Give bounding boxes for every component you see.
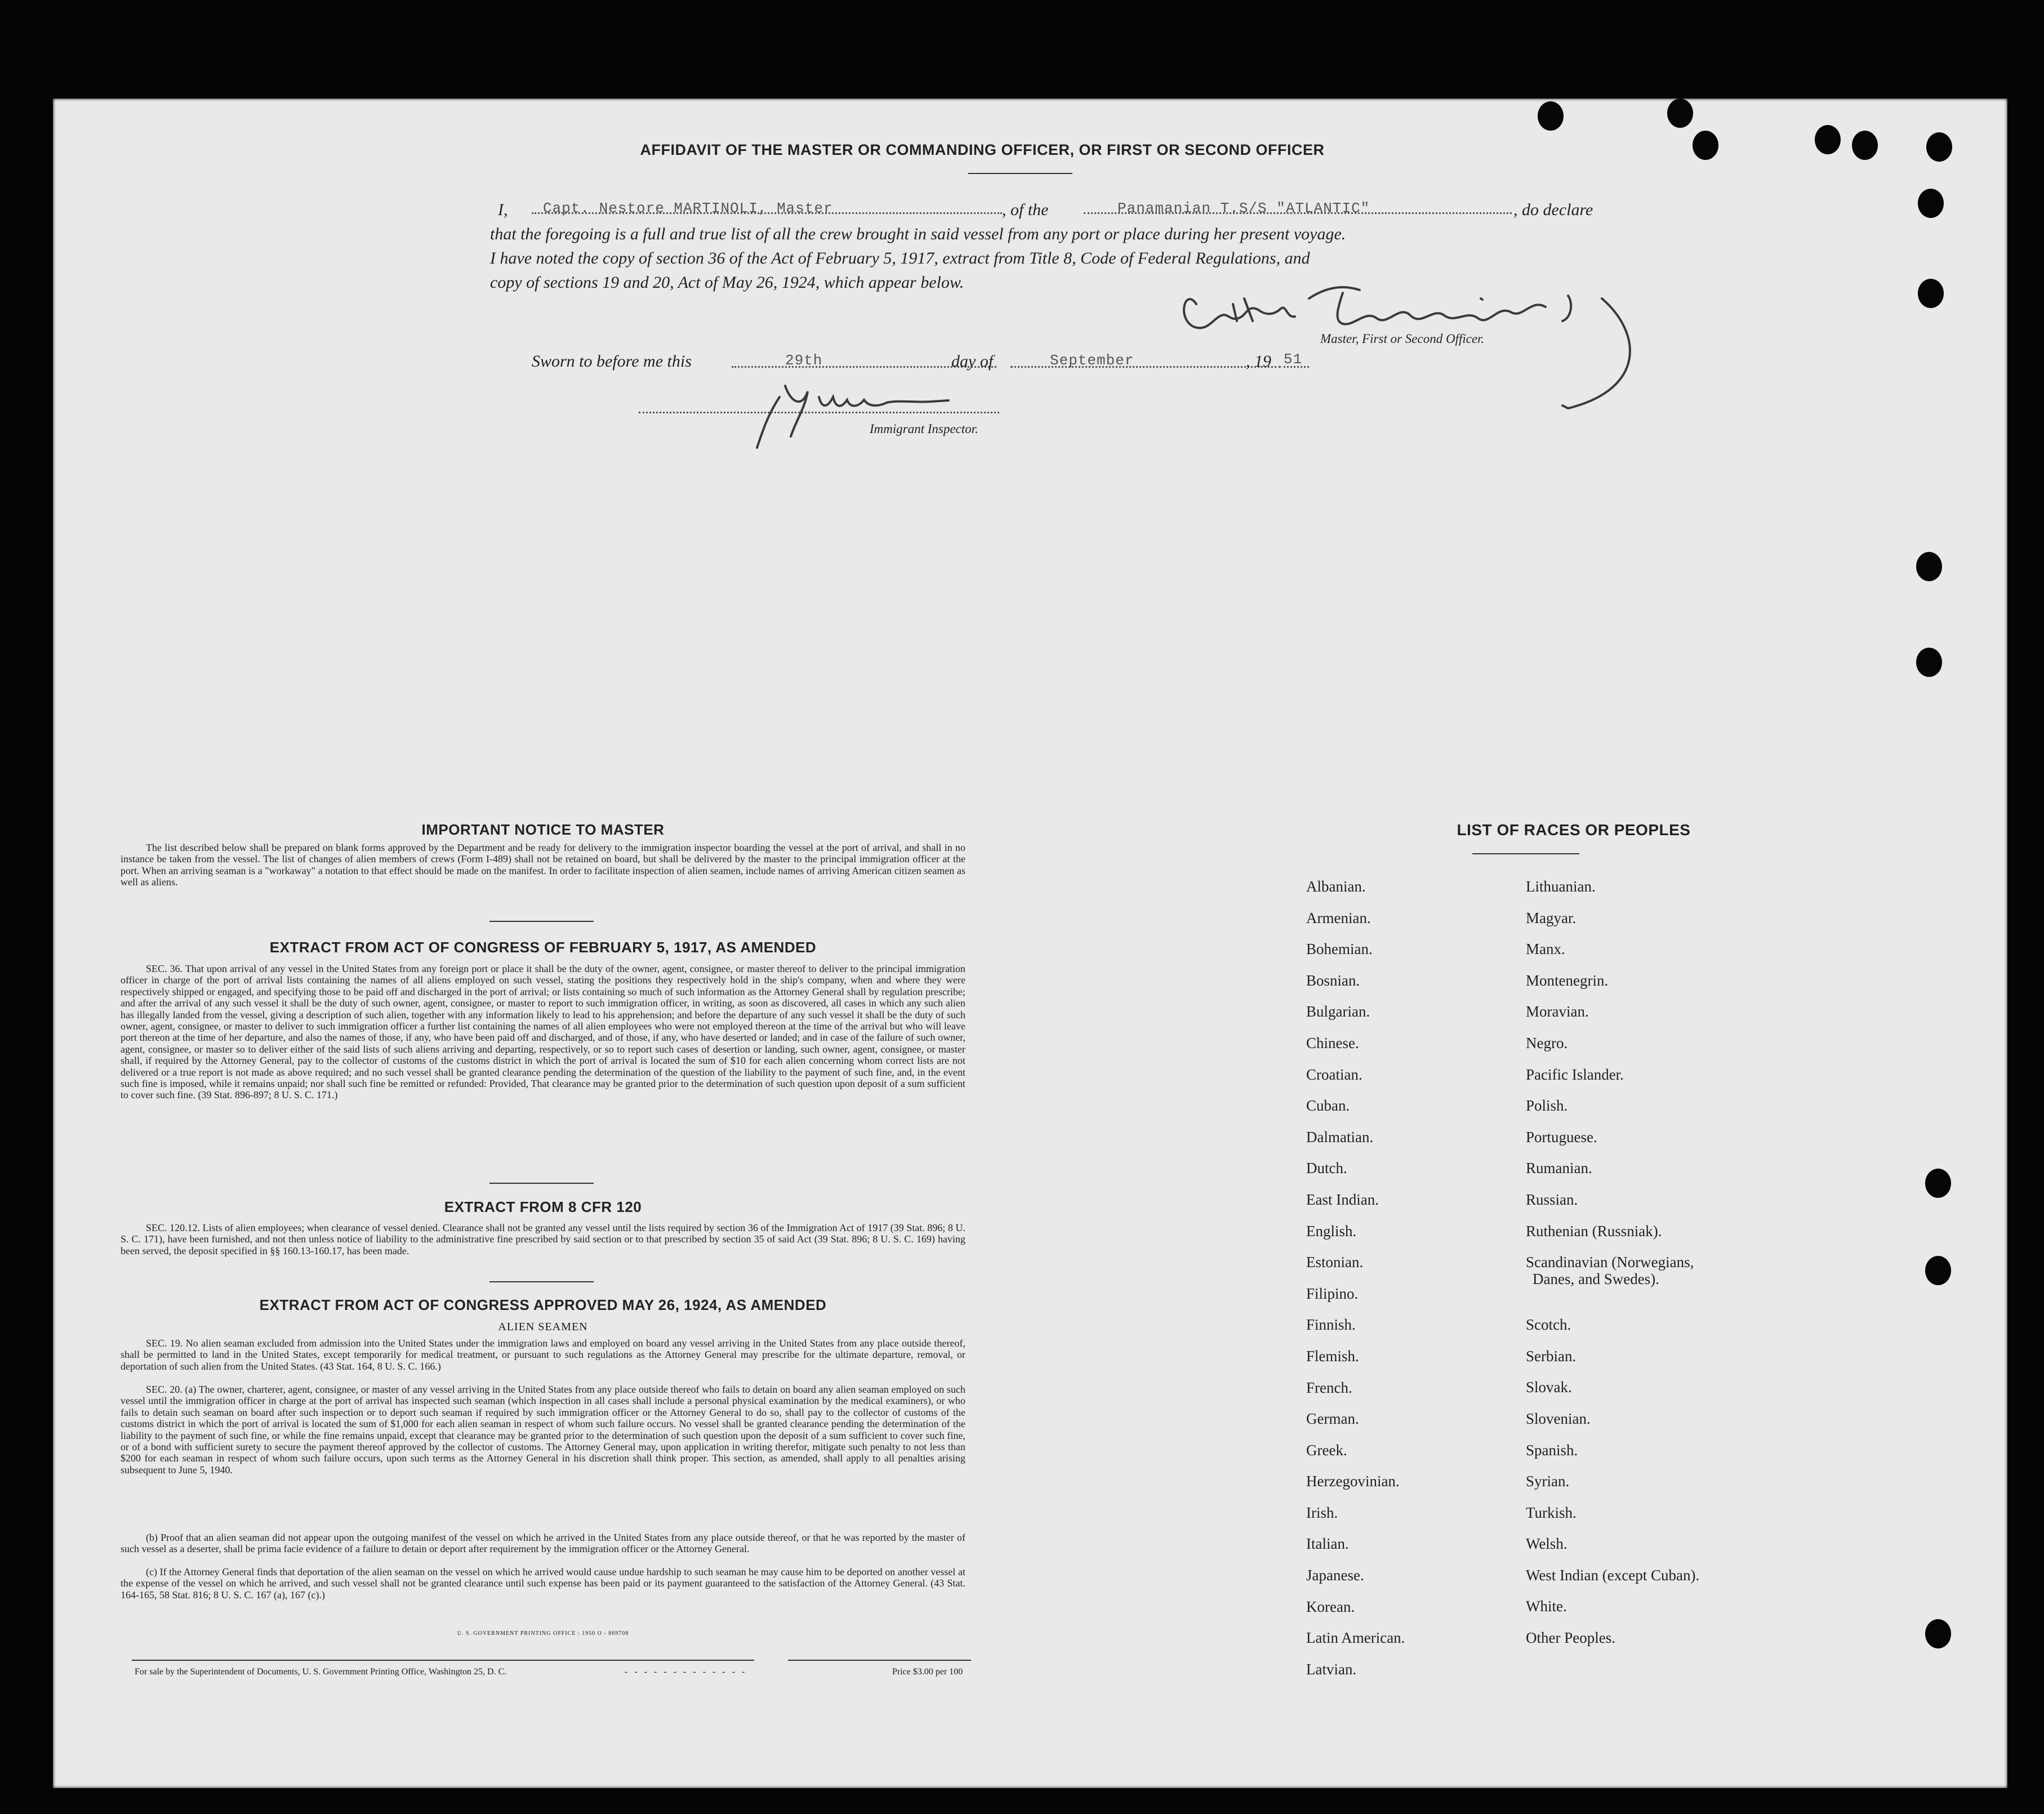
footer-rule	[788, 1660, 971, 1661]
inspector-signature	[729, 375, 1067, 453]
race-item: White.	[1526, 1598, 1567, 1615]
divider	[1472, 853, 1579, 854]
race-item: Chinese.	[1306, 1034, 1359, 1051]
races-left-column	[1306, 871, 1509, 1685]
punch-hole	[1667, 99, 1693, 128]
race-item: Negro.	[1526, 1034, 1568, 1051]
race-item: Bosnian.	[1306, 971, 1360, 989]
do-declare-text: , do declare	[1513, 200, 1593, 219]
race-item: Filipino.	[1306, 1285, 1359, 1302]
punch-hole	[1925, 1169, 1951, 1198]
race-item: Dalmatian.	[1306, 1128, 1374, 1146]
affidavit-i: I,	[498, 200, 508, 219]
race-item: Latin American.	[1306, 1629, 1405, 1647]
race-item: Magyar.	[1526, 909, 1577, 926]
punch-hole	[1916, 552, 1942, 581]
race-item: Rumanian.	[1526, 1160, 1592, 1177]
punch-hole	[1926, 132, 1952, 162]
extract-1917-body: SEC. 36. That upon arrival of any vessel in the United States from any foreign port or place it shall be the duty of the owner, agent, consignee, or master thereof to deliver to the principal immigration officer in charge of the port of arrival lists containing the names of all aliens employed on such vessel, stating the positions they respectively hold in the ship's company, when and where they were respectively shipped or engaged, and specifying those to be paid off and discharged in the port of arrival; or lists containing so much of such information as the Attorney General shall by regulation prescribe; and after the arrival of any such vessel it shall be the duty of such owner, agent, consignee, or master to report to such immigration officer, in writing, as soon as discovered, all cases in which any such alien has illegally landed from the vessel, giving a description of such alien, together with any information likely to lead to his apprehension; and before the departure of any such vessel it shall be the duty of such owner, agent, consignee, or master to deliver to such immigration officer a further list containing the names of all alien employees who were not employed thereon at the time of the arrival but who will leave port thereon at the time of her departure, and also the names of those, if any, who have been paid off and discharged, and of those, if any, who have deserted or landed; and in case of the failure of such owner, agent, consignee, or master so to deliver either of the said lists of such aliens arriving and departing, respectively, or so to report such cases of desertion or landing, such owner, agent, consignee, or master shall, if required by the Attorney General, pay to the collector of customs of the customs district in which the port of arrival is located the sum of $10 for each alien concerning whom correct lists are not delivered or a true report is not made as above required; and no such vessel shall be granted clearance pending the determination of the question of the liability to the payment of such fine, and, in the event such fine is imposed, while it remains unpaid; nor shall such fine be remitted or refunded: Provided, That clearance may be granted prior to the determination of such question upon deposit of a sum sufficient to cover such fine. (39 Stat. 896-897; 8 U. S. C. 171.)	[121, 963, 965, 1101]
race-item: Greek.	[1306, 1441, 1347, 1459]
affidavit-line-4: copy of sections 19 and 20, Act of May 26, 1924, which appear below.	[490, 273, 964, 292]
race-item: Danes, and Swedes).	[1533, 1271, 1659, 1288]
race-item: Dutch.	[1306, 1160, 1347, 1177]
race-item: Korean.	[1306, 1598, 1355, 1615]
race-item: Armenian.	[1306, 909, 1371, 926]
footer-price: Price $3.00 per 100	[892, 1667, 963, 1677]
divider	[489, 921, 594, 922]
extract-1924-title: EXTRACT FROM ACT OF CONGRESS APPROVED MAY 26, 1924, AS AMENDED	[259, 1296, 827, 1313]
race-item: Irish.	[1306, 1504, 1338, 1521]
race-item: Other Peoples.	[1526, 1629, 1615, 1647]
race-item: Montenegrin.	[1526, 971, 1609, 989]
footer-rule	[132, 1660, 754, 1661]
race-item: Spanish.	[1526, 1441, 1578, 1459]
affidavit-title: AFFIDAVIT OF THE MASTER OR COMMANDING OFFICER, OR FIRST OR SECOND OFFICER	[640, 141, 1325, 158]
punch-hole	[1815, 125, 1841, 154]
divider	[968, 173, 1072, 174]
inspector-line	[639, 412, 999, 413]
race-item: Polish.	[1526, 1097, 1568, 1115]
sec-19-body: SEC. 19. No alien seaman excluded from admission into the United States under the immigration laws and employed on board any vessel arriving in the United States from any place outside thereof, shall be permitted to land in the United States, except temporarily for medical treatment, or pursuant to such regulations as the Attorney General may prescribe for the ultimate departure, removal, or deportation of such alien from the United States. (43 Stat. 164, 8 U. S. C. 166.)	[121, 1338, 965, 1372]
sworn-text: Sworn to before me this	[532, 352, 692, 371]
race-item: Bulgarian.	[1306, 1003, 1370, 1020]
race-item: Welsh.	[1526, 1535, 1567, 1553]
divider	[489, 1281, 594, 1282]
notice-title: IMPORTANT NOTICE TO MASTER	[421, 821, 665, 838]
of-the-text: , of the	[1002, 200, 1049, 219]
race-item: West Indian (except Cuban).	[1526, 1566, 1700, 1584]
printing-office: U. S. GOVERNMENT PRINTING OFFICE : 1950 O - 869708	[457, 1630, 629, 1637]
race-item: Slovenian.	[1526, 1410, 1591, 1427]
punch-hole	[1918, 189, 1944, 218]
race-item: Turkish.	[1526, 1504, 1577, 1521]
punch-hole	[1693, 131, 1718, 160]
punch-hole	[1538, 101, 1564, 131]
race-item: French.	[1306, 1379, 1352, 1396]
race-item: Cuban.	[1306, 1097, 1350, 1115]
extract-1917-title: EXTRACT FROM ACT OF CONGRESS OF FEBRUARY 5, 1917, AS AMENDED	[269, 939, 817, 956]
race-item: Moravian.	[1526, 1003, 1589, 1020]
race-item: Albanian.	[1306, 878, 1366, 895]
race-item: Flemish.	[1306, 1347, 1359, 1365]
race-item: Herzegovinian.	[1306, 1473, 1400, 1490]
race-item: German.	[1306, 1410, 1359, 1428]
race-item: Slovak.	[1526, 1379, 1572, 1396]
month-value: September	[1050, 352, 1134, 369]
day-of-text: day of	[951, 352, 994, 371]
footer-for-sale: For sale by the Superintendent of Documents, U. S. Government Printing Office, Washington 25, D. C.	[135, 1667, 507, 1677]
affidavit-line-2: that the foregoing is a full and true list of all the crew brought in said vessel from any port or place during her present voyage.	[490, 225, 1346, 243]
master-name-value: Capt. Nestore MARTINOLI, Master	[543, 200, 833, 217]
extract-cfr-body: SEC. 120.12. Lists of alien employees; when clearance of vessel denied. Clearance shall not be granted any vessel until the lists required by section 36 of the Immigration Act of 1917 (39 Stat. 896; 8 U. S. C. 171), have been furnished, and not then unless notice of liability to the administrative fine prescribed by said section or to that prescribed by section 35 of said Act (39 Stat. 896; 8 U. S. C. 169) having been served, the deposit specified in §§ 160.13-160.17, has been made.	[121, 1222, 965, 1256]
document-page	[53, 99, 2007, 1788]
race-item: Finnish.	[1306, 1316, 1356, 1334]
races-title: LIST OF RACES OR PEOPLES	[1457, 821, 1691, 839]
footer-dashes: - - - - - - - - - - - - -	[625, 1667, 747, 1677]
race-item: Ruthenian (Russniak).	[1526, 1222, 1662, 1240]
affidavit-line-3: I have noted the copy of section 36 of the Act of February 5, 1917, extract from Title 8, Code of Federal Regulations, and	[490, 249, 1310, 268]
notice-body: The list described below shall be prepared on blank forms approved by the Department and be ready for delivery to the immigration inspector boarding the vessel at the port of arrival, and shall in no instance be taken from the vessel. The list of changes of alien members of crews (Form I-489) shall not be retained on board, but shall be delivered by the master to the principal immigration officer at the port. When an arriving seaman is a "workaway" a notation to that effect should be made on the manifest. In order to facilitate inspection of alien seamen, include names of arriving American citizen seamen as well as aliens.	[121, 842, 965, 888]
vessel-value: Panamanian T.S/S "ATLANTIC"	[1117, 200, 1370, 217]
race-item: East Indian.	[1306, 1191, 1379, 1208]
sec-20c-body: (c) If the Attorney General finds that deportation of the alien seaman on the vessel on which he arrived would cause undue hardship to such seaman he may cause him to be deported on another vessel at the expense of the vessel on which he arrived, and such vessel shall not be granted clearance until such expense has been paid or its payment guaranteed to the satisfaction of the Attorney General. (43 Stat. 164-165, 58 Stat. 816; 8 U. S. C. 167 (a), 167 (c).)	[121, 1566, 965, 1601]
race-item: Estonian.	[1306, 1254, 1364, 1271]
punch-hole	[1925, 1619, 1951, 1648]
year-prefix: , 19	[1246, 352, 1271, 371]
race-item: Pacific Islander.	[1526, 1066, 1624, 1083]
race-item: Latvian.	[1306, 1660, 1357, 1678]
day-value: 29th	[785, 352, 823, 369]
race-item: Russian.	[1526, 1191, 1578, 1208]
race-item: Scandinavian (Norwegians,	[1526, 1254, 1694, 1271]
year-value: 51	[1284, 351, 1303, 368]
sec-20b-body: (b) Proof that an alien seaman did not appear upon the outgoing manifest of the vessel on which he arrived in the United States from any place outside thereof, or that he was reported by the master of such vessel as a deserter, shall be prima facie evidence of a failure to detain or deport after requirement by the immigration officer or the Attorney General.	[121, 1532, 965, 1555]
alien-seamen-subtitle: ALIEN SEAMEN	[498, 1321, 588, 1333]
punch-hole	[1925, 1256, 1951, 1285]
race-item: Portuguese.	[1526, 1128, 1597, 1146]
race-item: Japanese.	[1306, 1567, 1364, 1584]
race-item: Serbian.	[1526, 1347, 1577, 1365]
punch-hole	[1918, 279, 1944, 308]
race-item: Manx.	[1526, 941, 1565, 958]
races-right-column	[1526, 871, 1841, 1654]
race-item: Bohemian.	[1306, 941, 1373, 958]
divider	[489, 1183, 594, 1184]
race-item: Syrian.	[1526, 1473, 1570, 1490]
inspector-caption: Immigrant Inspector.	[870, 422, 978, 436]
punch-hole	[1916, 648, 1942, 677]
punch-hole	[1852, 131, 1878, 160]
extract-cfr-title: EXTRACT FROM 8 CFR 120	[444, 1198, 642, 1215]
race-item: Croatian.	[1306, 1066, 1362, 1083]
race-item: Italian.	[1306, 1535, 1349, 1553]
master-caption: Master, First or Second Officer.	[1320, 332, 1485, 346]
race-item: English.	[1306, 1222, 1357, 1240]
race-item: Lithuanian.	[1526, 878, 1596, 895]
race-item: Scotch.	[1526, 1316, 1571, 1334]
sec-20a-body: SEC. 20. (a) The owner, charterer, agent, consignee, or master of any vessel arriving in the United States from any place outside thereof who fails to detain on board any alien seaman employed on such vessel until the immigration officer in charge at the port of arrival has inspected such seaman (which inspection in all cases shall include a personal physical examination by the medical examiners), or who fails to detain such seaman on board after such inspection or to deport such seaman if required by such immigration officer or the Attorney General to do so, shall pay to the collector of customs of the customs district in which the port of arrival is located the sum of $1,000 for each alien seaman in respect of whom such failure occurs. No vessel shall be granted clearance pending the determination of the liability to the payment of such fine, or while the fine remains unpaid, except that clearance may be granted prior to the determination of such question upon the deposit of a sum sufficient to cover such fine, or of a bond with sufficient surety to secure the payment thereof approved by the collector of customs. The Attorney General may, upon application in writing therefor, mitigate such penalty to not less than $200 for each seaman in respect of whom such failure occurs, upon such terms as the Attorney General in his discretion shall think proper. This section, as amended, shall apply to all penalties arising subsequent to June 5, 1940.	[121, 1384, 965, 1476]
